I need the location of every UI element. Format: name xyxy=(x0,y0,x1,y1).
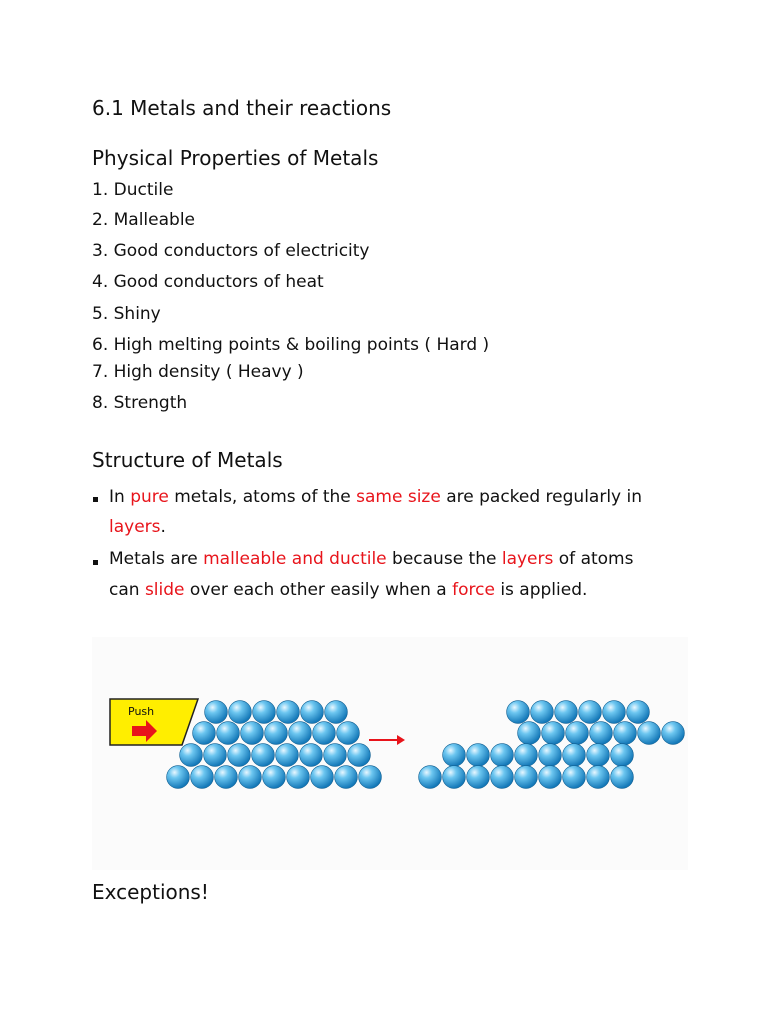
highlighted-term: force xyxy=(452,580,495,600)
atom xyxy=(555,701,578,724)
atoms-before xyxy=(167,701,382,789)
atom xyxy=(348,744,371,767)
text-run: Metals are xyxy=(109,549,204,569)
property-item: 8. Strength xyxy=(92,393,188,413)
page-title: 6.1 Metals and their reactions xyxy=(92,96,392,120)
atom xyxy=(443,744,466,767)
atom xyxy=(542,722,565,745)
atom xyxy=(324,744,347,767)
text-run: over each other easily when a xyxy=(184,580,453,600)
atom xyxy=(579,701,602,724)
property-item: 5. Shiny xyxy=(92,304,161,324)
atom xyxy=(467,744,490,767)
atom xyxy=(239,766,262,789)
property-item: 4. Good conductors of heat xyxy=(92,272,324,292)
text-run: is applied. xyxy=(494,580,588,600)
atom xyxy=(467,766,490,789)
bullet-line xyxy=(109,487,642,507)
highlighted-term: layers xyxy=(501,549,554,569)
properties-heading: Physical Properties of Metals xyxy=(92,146,379,170)
atom xyxy=(443,766,466,789)
atoms-after xyxy=(419,701,685,789)
exceptions-heading: Exceptions! xyxy=(92,880,209,904)
text-run: can xyxy=(109,580,145,600)
highlighted-term: pure xyxy=(130,487,169,507)
atom xyxy=(229,701,252,724)
atom xyxy=(335,766,358,789)
atom xyxy=(204,744,227,767)
atom xyxy=(263,766,286,789)
atom xyxy=(539,766,562,789)
atom xyxy=(217,722,240,745)
atom xyxy=(662,722,685,745)
atom xyxy=(289,722,312,745)
text-run: of atoms xyxy=(553,549,634,569)
transition-arrow-icon xyxy=(369,735,405,745)
highlighted-term: layers xyxy=(109,517,161,537)
atom xyxy=(614,722,637,745)
atom xyxy=(252,744,275,767)
atom xyxy=(507,701,530,724)
push-label: Push xyxy=(128,705,155,718)
atom xyxy=(277,701,300,724)
highlighted-term: malleable and ductile xyxy=(203,549,387,569)
property-item: 7. High density ( Heavy ) xyxy=(92,362,304,382)
atom xyxy=(253,701,276,724)
atom xyxy=(587,744,610,767)
text-run: because the xyxy=(386,549,502,569)
sliding-layers-figure xyxy=(92,637,688,870)
atom xyxy=(491,744,514,767)
atom xyxy=(241,722,264,745)
atom xyxy=(167,766,190,789)
highlighted-term: same size xyxy=(356,487,441,507)
structure-heading: Structure of Metals xyxy=(92,448,283,472)
atom xyxy=(539,744,562,767)
atom xyxy=(611,744,634,767)
property-item: 6. High melting points & boiling points ( Hard ) xyxy=(92,335,490,355)
atom xyxy=(301,701,324,724)
atom xyxy=(515,766,538,789)
atom xyxy=(491,766,514,789)
atom xyxy=(300,744,323,767)
atom xyxy=(587,766,610,789)
atom xyxy=(205,701,228,724)
bullet-marker xyxy=(93,497,98,502)
property-item: 3. Good conductors of electricity xyxy=(92,241,370,261)
bullet-line xyxy=(109,549,633,569)
text-run: In xyxy=(109,487,131,507)
text-run: metals, atoms of the xyxy=(168,487,357,507)
atom xyxy=(518,722,541,745)
atom xyxy=(337,722,360,745)
atom xyxy=(287,766,310,789)
highlighted-term: slide xyxy=(144,580,185,600)
atom xyxy=(603,701,626,724)
atom xyxy=(193,722,216,745)
atom xyxy=(611,766,634,789)
atom xyxy=(627,701,650,724)
property-item: 2. Malleable xyxy=(92,210,196,230)
atom xyxy=(638,722,661,745)
atom xyxy=(359,766,382,789)
atom xyxy=(191,766,214,789)
atom xyxy=(563,766,586,789)
atom xyxy=(265,722,288,745)
atom xyxy=(325,701,348,724)
atom xyxy=(563,744,586,767)
atom xyxy=(419,766,442,789)
atom xyxy=(228,744,251,767)
bullet-marker xyxy=(93,560,98,565)
push-sign xyxy=(110,699,198,745)
text-run: . xyxy=(160,517,166,537)
text-run: are packed regularly in xyxy=(440,487,643,507)
atom xyxy=(215,766,238,789)
atom xyxy=(531,701,554,724)
property-item: 1. Ductile xyxy=(92,180,174,200)
atom xyxy=(180,744,203,767)
atom-layers-diagram xyxy=(92,637,688,870)
atom xyxy=(311,766,334,789)
bullet-line xyxy=(109,580,587,600)
atom xyxy=(276,744,299,767)
atom xyxy=(313,722,336,745)
atom xyxy=(590,722,613,745)
atom xyxy=(515,744,538,767)
atom xyxy=(566,722,589,745)
bullet-line xyxy=(109,517,166,537)
